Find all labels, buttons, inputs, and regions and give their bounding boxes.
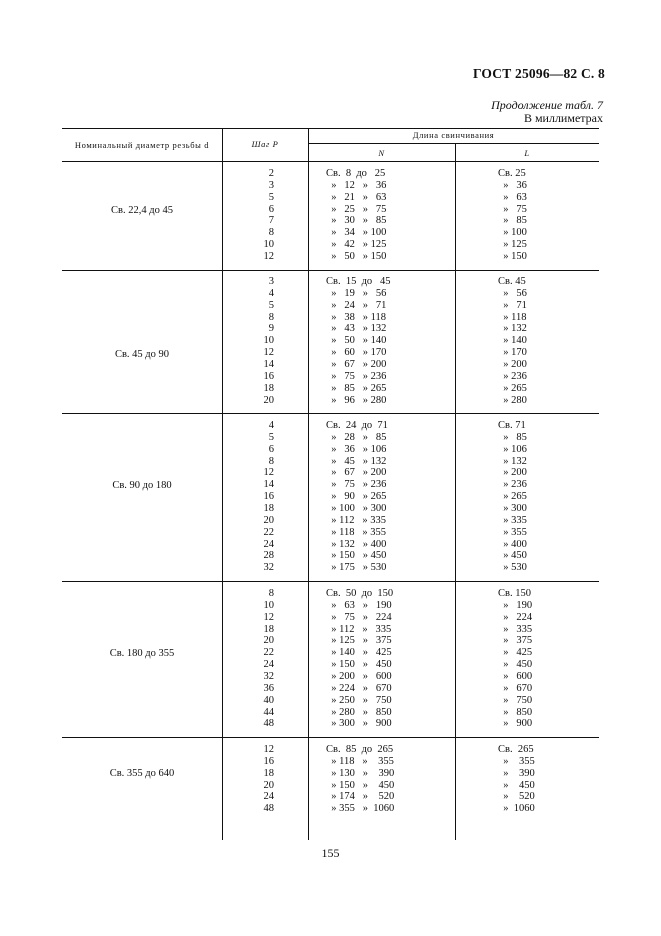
n-length-value: » 118 » 355 [326, 526, 386, 538]
step-list [222, 744, 274, 815]
n-length-value: » 60 » 170 [326, 347, 387, 359]
units-label: В миллиметрах [523, 111, 603, 125]
n-length-value: » 30 » 85 [326, 215, 387, 227]
diameter-range: Св. 22,4 до 45 [111, 205, 173, 216]
step-value: 8 [268, 588, 274, 599]
n-length-value: » 24 » 71 [326, 299, 387, 311]
l-length-value: » 85 [498, 215, 527, 227]
step-value: 18 [263, 382, 274, 394]
step-value: 3 [268, 276, 274, 287]
n-length-value: » 125 » 375 [326, 635, 392, 647]
step-value: 32 [263, 562, 274, 574]
l-length-value: » 63 [498, 191, 527, 203]
n-length-value: » 250 » 750 [326, 694, 392, 706]
n-length-value: » 150 » 450 [326, 550, 387, 562]
step-value: 28 [263, 550, 274, 562]
l-length-value: » 85 [498, 431, 527, 443]
l-length-list [498, 276, 578, 406]
column-divider-2 [308, 128, 309, 840]
n-length-value: » 25 » 75 [326, 203, 387, 215]
n-length-value: » 42 » 125 [326, 239, 387, 251]
l-length-list [498, 588, 578, 730]
l-length-value: » 118 [498, 311, 527, 323]
n-length-value: » 50 » 140 [326, 335, 387, 347]
n-length-value: » 75 » 236 [326, 479, 387, 491]
l-length-value: Св. 25 [498, 168, 526, 179]
l-length-value: » 355 [498, 755, 535, 767]
l-length-value: » 400 [498, 538, 527, 550]
step-value: 36 [263, 682, 274, 694]
n-length-value: » 200 » 600 [326, 671, 392, 683]
n-length-value: » 150 » 450 [326, 779, 395, 791]
step-value: 5 [268, 191, 274, 203]
step-value: 3 [268, 179, 274, 191]
step-value: 12 [263, 744, 274, 755]
l-length-value: » 236 [498, 370, 527, 382]
l-length-value: » 750 [498, 694, 533, 706]
n-length-value: Св. 15 до 45 [326, 276, 391, 287]
n-length-value: » 67 » 200 [326, 467, 387, 479]
header-step: Шаг P [251, 139, 279, 149]
step-list [222, 588, 274, 730]
table-continuation: Продолжение табл. 7 [491, 98, 603, 112]
diameter-range: Св. 90 до 180 [112, 480, 172, 491]
n-length-value: » 280 » 850 [326, 706, 392, 718]
l-length-value: » 1060 [498, 803, 535, 815]
n-length-value: » 75 » 224 [326, 611, 392, 623]
l-length-value: » 125 [498, 239, 527, 251]
step-value: 16 [263, 370, 274, 382]
header-l: L [524, 148, 530, 158]
l-length-value: » 200 [498, 467, 527, 479]
table-header-bottom-rule [62, 161, 599, 162]
group-separator [62, 737, 599, 738]
step-value: 5 [268, 431, 274, 443]
l-length-value: » 450 [498, 779, 535, 791]
l-length-value: » 140 [498, 335, 527, 347]
l-length-value: » 265 [498, 491, 527, 503]
step-value: 10 [263, 335, 274, 347]
n-length-value: » 140 » 425 [326, 647, 392, 659]
n-length-value: » 12 » 36 [326, 179, 387, 191]
l-length-value: » 265 [498, 382, 527, 394]
n-length-value: » 150 » 450 [326, 659, 392, 671]
n-length-value: » 175 » 530 [326, 562, 387, 574]
l-length-value: » 355 [498, 526, 527, 538]
n-length-value: Св. 85 до 265 [326, 744, 394, 755]
step-list [222, 168, 274, 263]
l-length-value: » 375 [498, 635, 533, 647]
l-length-value: » 600 [498, 671, 533, 683]
n-length-value: » 112 » 335 [326, 514, 386, 526]
n-length-value: » 90 » 265 [326, 491, 387, 503]
step-value: 5 [268, 299, 274, 311]
l-length-value: » 36 [498, 179, 527, 191]
step-value: 48 [263, 718, 274, 730]
table-top-rule [62, 128, 599, 129]
n-length-value: Св. 8 до 25 [326, 168, 386, 179]
step-list [222, 420, 274, 574]
n-length-value: » 300 » 900 [326, 718, 392, 730]
step-value: 6 [268, 443, 274, 455]
page-number: 155 [321, 846, 340, 860]
step-value: 18 [263, 767, 274, 779]
step-list [222, 276, 274, 406]
subheader-rule [308, 143, 599, 144]
n-length-value: » 130 » 390 [326, 767, 395, 779]
step-value: 9 [268, 323, 274, 335]
n-length-value: » 36 » 106 [326, 443, 387, 455]
step-value: 10 [263, 239, 274, 251]
l-length-value: Св. 71 [498, 420, 526, 431]
step-value: 24 [263, 538, 274, 550]
step-value: 16 [263, 491, 274, 503]
l-length-value: » 224 [498, 611, 533, 623]
n-length-value: Св. 50 до 150 [326, 588, 394, 599]
header-n: N [378, 148, 385, 158]
l-length-value: » 56 [498, 287, 527, 299]
n-length-value: » 224 » 670 [326, 682, 392, 694]
l-length-value: » 520 [498, 791, 535, 803]
n-length-value: » 28 » 85 [326, 431, 387, 443]
l-length-value: » 450 [498, 550, 527, 562]
l-length-value: » 530 [498, 562, 527, 574]
n-length-value: » 21 » 63 [326, 191, 387, 203]
n-length-value: » 38 » 118 [326, 311, 386, 323]
l-length-value: » 150 [498, 251, 527, 263]
l-length-value: Св. 45 [498, 276, 526, 287]
step-value: 10 [263, 599, 274, 611]
n-length-value: Св. 24 до 71 [326, 420, 388, 431]
n-length-value: » 85 » 265 [326, 382, 387, 394]
l-length-value: » 335 [498, 514, 527, 526]
n-length-value: » 50 » 150 [326, 251, 387, 263]
l-length-value: Св. 150 [498, 588, 531, 599]
l-length-value: » 300 [498, 503, 527, 515]
n-length-list [326, 168, 446, 263]
n-length-list [326, 420, 446, 574]
step-value: 12 [263, 347, 274, 359]
l-length-value: » 100 [498, 227, 527, 239]
n-length-value: » 112 » 335 [326, 623, 392, 635]
l-length-value: » 71 [498, 299, 527, 311]
n-length-value: » 132 » 400 [326, 538, 387, 550]
n-length-value: » 174 » 520 [326, 791, 395, 803]
l-length-value: Св. 265 [498, 744, 534, 755]
n-length-value: » 45 » 132 [326, 455, 387, 467]
n-length-list [326, 588, 446, 730]
step-value: 48 [263, 803, 274, 815]
n-length-value: » 75 » 236 [326, 370, 387, 382]
step-value: 6 [268, 203, 274, 215]
l-length-value: » 850 [498, 706, 533, 718]
l-length-value: » 106 [498, 443, 527, 455]
step-value: 16 [263, 755, 274, 767]
diameter-range: Св. 180 до 355 [109, 648, 175, 659]
step-value: 14 [263, 479, 274, 491]
n-length-value: » 63 » 190 [326, 599, 392, 611]
step-value: 22 [263, 647, 274, 659]
n-length-value: » 96 » 280 [326, 394, 387, 406]
n-length-value: » 355 » 1060 [326, 803, 395, 815]
step-value: 20 [263, 394, 274, 406]
step-value: 12 [263, 611, 274, 623]
l-length-value: » 190 [498, 599, 533, 611]
diameter-range: Св. 45 до 90 [114, 349, 170, 360]
step-value: 4 [268, 287, 274, 299]
l-length-value: » 425 [498, 647, 533, 659]
step-value: 20 [263, 514, 274, 526]
l-length-value: » 236 [498, 479, 527, 491]
step-value: 20 [263, 635, 274, 647]
group-separator [62, 270, 599, 271]
l-length-value: » 450 [498, 659, 533, 671]
group-separator [62, 413, 599, 414]
l-length-value: » 132 [498, 323, 527, 335]
step-value: 40 [263, 694, 274, 706]
l-length-list [498, 420, 578, 574]
l-length-value: » 75 [498, 203, 527, 215]
l-length-value: » 670 [498, 682, 533, 694]
step-value: 18 [263, 623, 274, 635]
l-length-value: » 900 [498, 718, 533, 730]
n-length-value: » 118 » 355 [326, 755, 394, 767]
diameter-range: Св. 355 до 640 [109, 768, 175, 779]
n-length-list [326, 276, 446, 406]
n-length-value: » 34 » 100 [326, 227, 387, 239]
step-value: 4 [268, 420, 274, 431]
step-value: 8 [268, 227, 274, 239]
step-value: 24 [263, 791, 274, 803]
step-value: 44 [263, 706, 274, 718]
n-length-value: » 67 » 200 [326, 359, 387, 371]
header-length: Длина свинчивания [412, 130, 495, 140]
n-length-list [326, 744, 446, 815]
l-length-value: » 200 [498, 359, 527, 371]
step-value: 32 [263, 671, 274, 683]
l-length-value: » 132 [498, 455, 527, 467]
document-title: ГОСТ 25096—82 С. 8 [472, 66, 605, 81]
step-value: 14 [263, 359, 274, 371]
step-value: 12 [263, 251, 274, 263]
l-length-list [498, 168, 578, 263]
step-value: 12 [263, 467, 274, 479]
step-value: 2 [268, 168, 274, 179]
n-length-value: » 43 » 132 [326, 323, 387, 335]
l-length-value: » 170 [498, 347, 527, 359]
n-length-value: » 19 » 56 [326, 287, 387, 299]
step-value: 8 [268, 455, 274, 467]
step-value: 18 [263, 503, 274, 515]
step-value: 24 [263, 659, 274, 671]
n-length-value: » 100 » 300 [326, 503, 387, 515]
l-length-value: » 335 [498, 623, 533, 635]
column-divider-3 [455, 143, 456, 840]
l-length-value: » 390 [498, 767, 535, 779]
l-length-list [498, 744, 578, 815]
l-length-value: » 280 [498, 394, 527, 406]
group-separator [62, 581, 599, 582]
header-diameter: Номинальный диаметр резьбы d [74, 140, 210, 150]
step-value: 22 [263, 526, 274, 538]
step-value: 8 [268, 311, 274, 323]
step-value: 20 [263, 779, 274, 791]
step-value: 7 [268, 215, 274, 227]
